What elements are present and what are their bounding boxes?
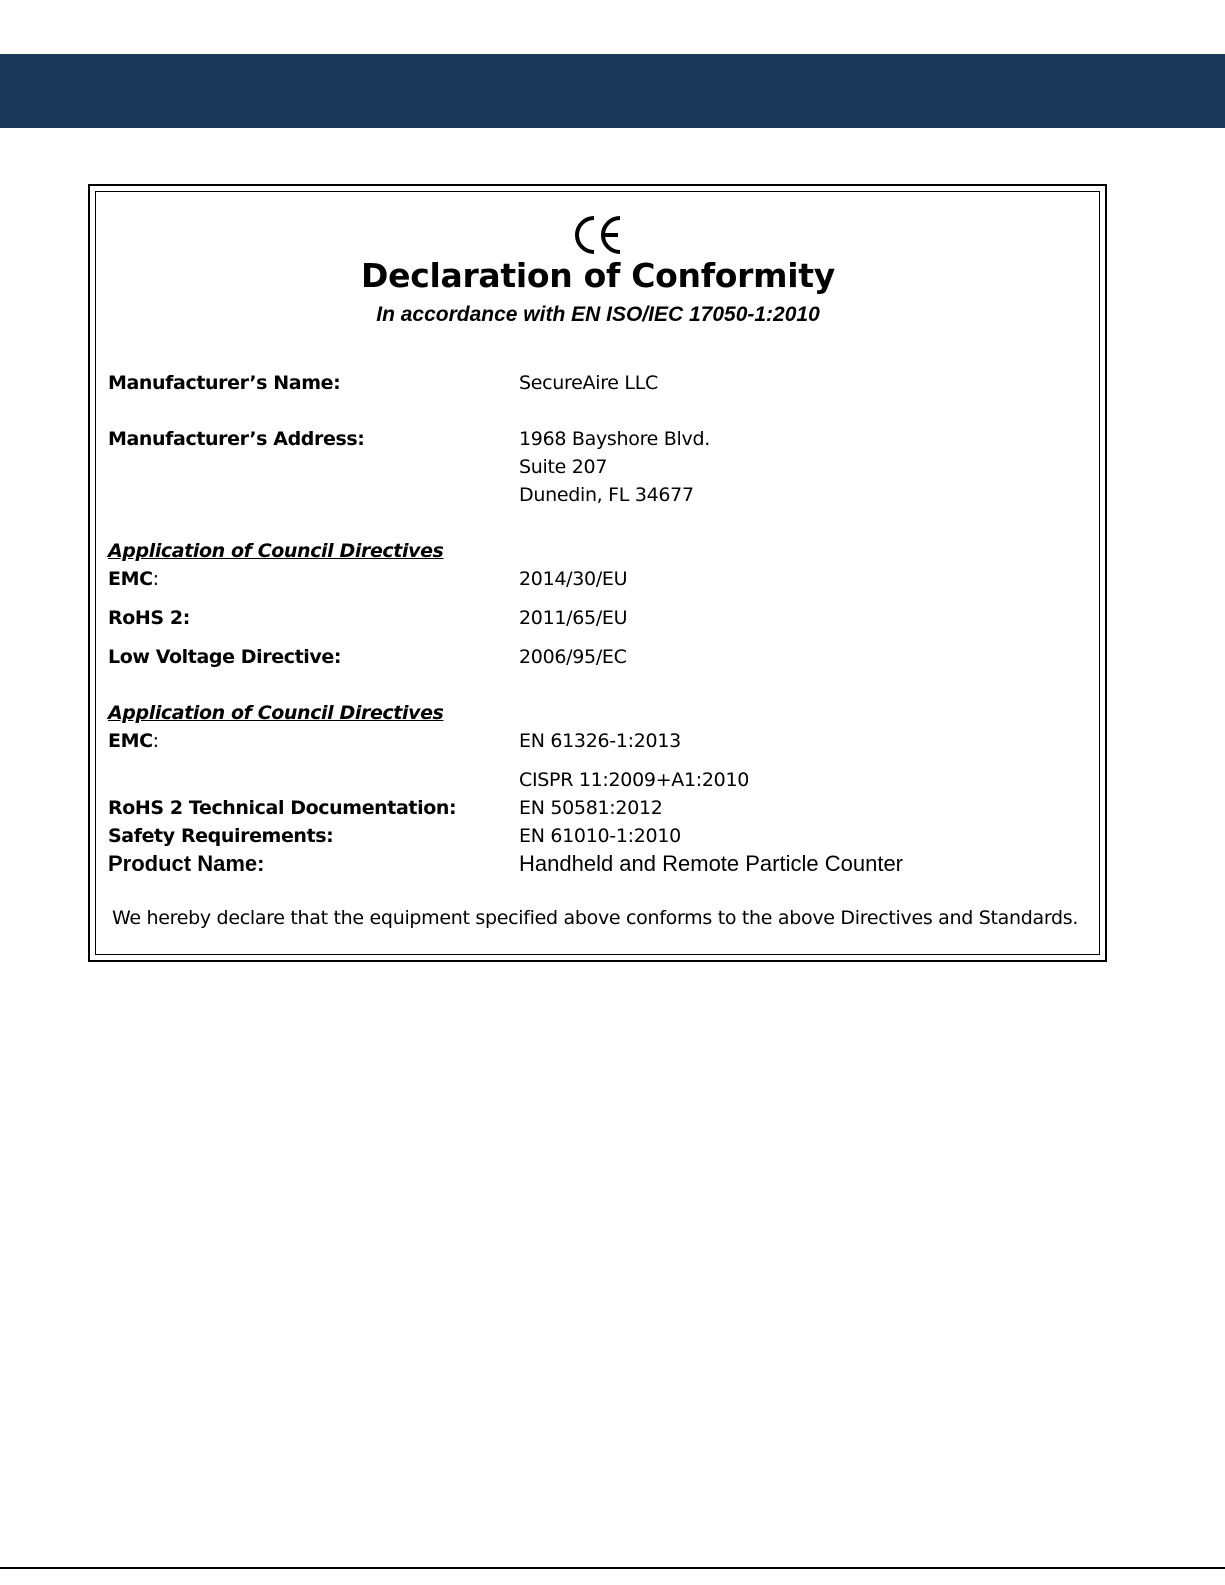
emc-standard-value: EN 61326-1:2013 <box>519 730 681 752</box>
product-name-label: Product Name: <box>108 851 265 876</box>
rohs-documentation-value: EN 50581:2012 <box>519 797 663 819</box>
page-title: Declaration of Conformity <box>361 256 835 295</box>
rohs-label: RoHS 2: <box>108 607 190 629</box>
header-band <box>0 54 1225 128</box>
emc-standard-label-colon: : <box>152 730 159 752</box>
address-line-3: Dunedin, FL 34677 <box>519 484 694 506</box>
declaration-statement: We hereby declare that the equipment specified above conforms to the above Directives and Standards. <box>112 907 1079 929</box>
ce-mark-icon <box>568 212 628 256</box>
rohs-documentation-label: RoHS 2 Technical Documentation: <box>108 797 457 819</box>
cispr-value: CISPR 11:2009+A1:2010 <box>519 769 750 791</box>
address-line-2: Suite 207 <box>519 456 608 478</box>
safety-requirements-value: EN 61010-1:2010 <box>519 825 681 847</box>
rohs-value: 2011/65/EU <box>519 607 628 629</box>
emc-standard-label <box>108 730 159 752</box>
directives-heading: Application of Council Directives <box>108 540 444 562</box>
standards-heading: Application of Council Directives <box>108 702 444 724</box>
low-voltage-value: 2006/95/EC <box>519 646 627 668</box>
page-subtitle: In accordance with EN ISO/IEC 17050-1:2010 <box>376 303 820 326</box>
emc-standard-label-text: EMC <box>108 730 153 752</box>
footer-rule <box>0 1567 1225 1569</box>
emc-directive-label-text: EMC <box>108 568 153 590</box>
emc-directive-label-colon: : <box>152 568 159 590</box>
address-line-1: 1968 Bayshore Blvd. <box>519 428 710 450</box>
low-voltage-label: Low Voltage Directive: <box>108 646 342 668</box>
manufacturer-name-value: SecureAire LLC <box>519 372 658 394</box>
manufacturer-address-label: Manufacturer’s Address: <box>108 428 365 450</box>
emc-directive-label <box>108 568 159 590</box>
manufacturer-name-label: Manufacturer’s Name: <box>108 372 341 394</box>
emc-directive-value: 2014/30/EU <box>519 568 628 590</box>
product-name-value: Handheld and Remote Particle Counter <box>519 851 904 876</box>
safety-requirements-label: Safety Requirements: <box>108 825 334 847</box>
